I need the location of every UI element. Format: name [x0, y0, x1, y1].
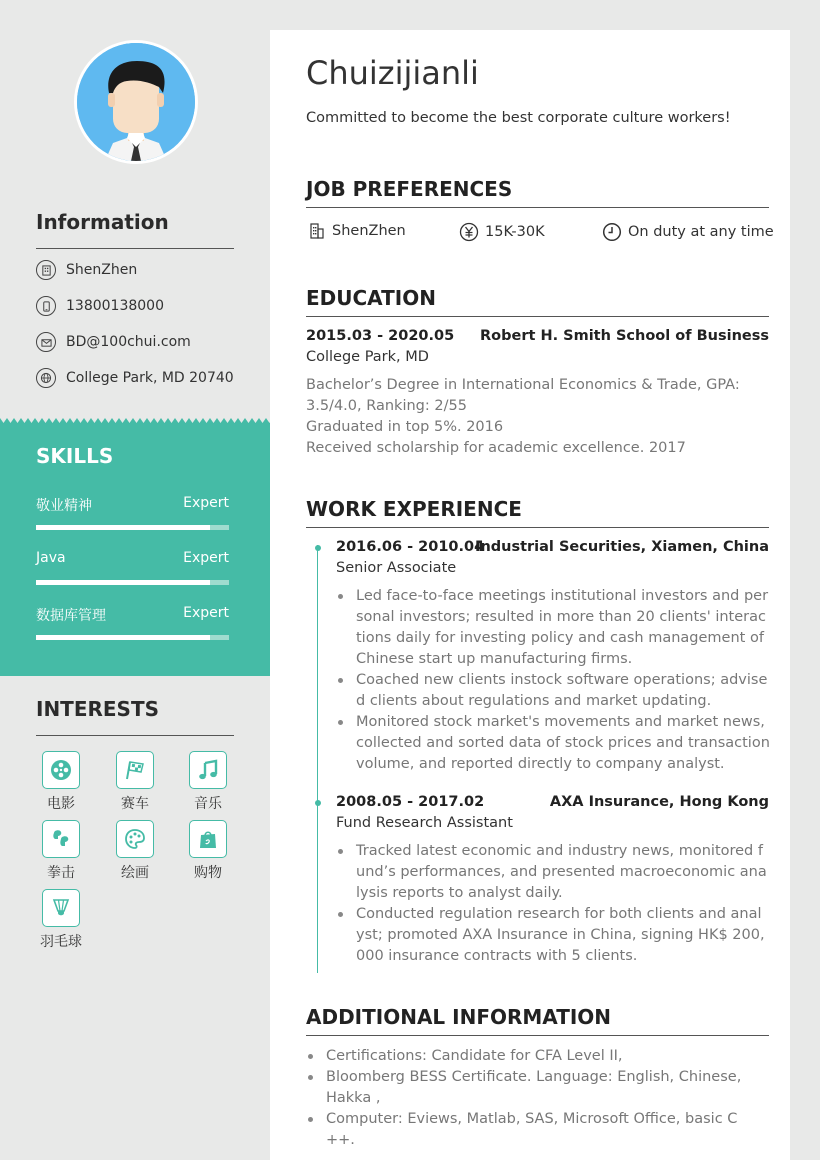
job-salary-text: 15K-30K: [485, 224, 545, 240]
skill-item: [36, 605, 229, 625]
skill-level: Expert: [183, 550, 229, 566]
list-item: Tracked latest economic and industry news, monitored fund’s performances, and presented macroeconomic analysis reports to analyst daily.: [336, 841, 770, 904]
interests-divider: [36, 735, 234, 736]
music-note-icon: [189, 751, 227, 789]
interest-item-painting: [105, 820, 165, 882]
skill-bar-fill: [36, 580, 210, 585]
list-item: Monitored stock market's movements and market news, collected and sorted data of stock prices and transaction volume, and reported directly to company analyst.: [336, 712, 770, 775]
skill-name: 敬业精神: [36, 498, 92, 514]
work-company: Industrial Securities, Xiamen, China: [475, 539, 769, 555]
skill-bar: [36, 635, 229, 640]
job-availability-text: On duty at any time: [628, 224, 774, 240]
work-bullets: [336, 586, 770, 775]
additional-info-title: ADDITIONAL INFORMATION: [306, 1005, 612, 1029]
info-phone-text: 13800138000: [66, 298, 164, 314]
work-role: Fund Research Assistant: [336, 815, 513, 831]
interest-label: 羽毛球: [40, 934, 82, 950]
work-role: Senior Associate: [336, 560, 457, 576]
work-experience-divider: [306, 527, 769, 528]
info-item-location: [36, 259, 137, 281]
timeline-line: [317, 545, 318, 973]
work-bullets: [336, 841, 770, 967]
interest-item-boxing: [31, 820, 91, 882]
skill-level: Expert: [183, 605, 229, 621]
skills-section: [0, 418, 270, 676]
timeline-dot: [315, 800, 321, 806]
education-period: 2015.03 - 2020.05: [306, 328, 455, 344]
timeline-dot: [315, 545, 321, 551]
interest-item-music: [178, 751, 238, 813]
skills-section-title: SKILLS: [36, 444, 114, 468]
additional-info-divider: [306, 1035, 769, 1036]
work-period: 2016.06 - 2010.04: [336, 539, 485, 555]
candidate-name: Chuizijianli: [306, 54, 479, 92]
job-salary: [459, 222, 545, 242]
job-preferences-title: JOB PREFERENCES: [306, 177, 513, 201]
education-title: EDUCATION: [306, 286, 436, 310]
interest-label: 赛车: [121, 796, 149, 812]
interest-label: 购物: [194, 865, 222, 881]
list-item: Bloomberg BESS Certificate. Language: English, Chinese, Hakka ,: [306, 1067, 746, 1109]
interest-item-movies: [31, 751, 91, 813]
skill-bar-fill: [36, 635, 210, 640]
education-detail-line: Graduated in top 5%. 2016: [306, 419, 504, 435]
interest-item-badminton: [31, 889, 91, 951]
interest-item-shopping: [178, 820, 238, 882]
skill-bar: [36, 525, 229, 530]
building-icon: [308, 222, 326, 240]
education-detail-line: Received scholarship for academic excellence. 2017: [306, 440, 686, 456]
interest-label: 拳击: [47, 865, 75, 881]
racing-flag-icon: [116, 751, 154, 789]
education-school: Robert H. Smith School of Business: [479, 328, 769, 344]
interest-item-racing: [105, 751, 165, 813]
additional-info-bullets: [306, 1046, 746, 1151]
candidate-motto: Committed to become the best corporate culture workers!: [306, 110, 731, 126]
work-period: 2008.05 - 2017.02: [336, 794, 485, 810]
info-email-text: BD@100chui.com: [66, 334, 191, 350]
info-section-title: Information: [36, 210, 169, 234]
resume-main: [270, 30, 790, 1160]
list-item: Coached new clients instock software operations; advised clients about regulations and market updating.: [336, 670, 770, 712]
mail-icon: [36, 332, 56, 352]
job-location-text: ShenZhen: [332, 223, 406, 239]
globe-icon: [36, 368, 56, 388]
palette-icon: [116, 820, 154, 858]
shuttlecock-icon: [42, 889, 80, 927]
film-reel-icon: [42, 751, 80, 789]
avatar: [74, 40, 198, 164]
info-item-address: [36, 367, 234, 389]
work-experience-title: WORK EXPERIENCE: [306, 497, 522, 521]
skill-name: Java: [36, 550, 66, 566]
job-location: [308, 222, 406, 240]
interest-label: 电影: [47, 796, 75, 812]
education-detail-line: Bachelor’s Degree in International Economics & Trade, GPA: 3.5/4.0, Ranking: 2/55: [306, 377, 740, 414]
shopping-bag-icon: [189, 820, 227, 858]
job-availability: [602, 222, 774, 242]
list-item: Computer: Eviews, Matlab, SAS, Microsoft Office, basic C++.: [306, 1109, 746, 1151]
clock-icon: [602, 222, 622, 242]
skill-bar: [36, 580, 229, 585]
info-item-phone: [36, 295, 164, 317]
education-divider: [306, 316, 769, 317]
info-divider: [36, 248, 234, 249]
interest-label: 音乐: [194, 796, 222, 812]
skill-level: Expert: [183, 495, 229, 511]
skill-bar-fill: [36, 525, 210, 530]
work-company: AXA Insurance, Hong Kong: [549, 794, 769, 810]
interests-section-title: INTERESTS: [36, 697, 159, 721]
job-preferences-divider: [306, 207, 769, 208]
info-location-text: ShenZhen: [66, 262, 138, 278]
building-icon: [36, 260, 56, 280]
list-item: Certifications: Candidate for CFA Level II,: [306, 1046, 746, 1067]
education-details: [306, 375, 746, 459]
info-address-text: College Park, MD 20740: [66, 370, 234, 386]
skill-item: [36, 495, 229, 515]
list-item: Led face-to-face meetings institutional investors and personal investors; resulted in more than 20 clients' interactions daily for investing policy and cash management of Chinese start up manufacturing firms.: [336, 586, 770, 670]
person-avatar-icon: [77, 43, 195, 161]
education-location: College Park, MD: [306, 349, 429, 365]
boxing-glove-icon: [42, 820, 80, 858]
interest-label: 绘画: [121, 865, 149, 881]
zigzag-divider: [0, 418, 270, 424]
skill-item: [36, 550, 229, 566]
phone-icon: [36, 296, 56, 316]
list-item: Conducted regulation research for both clients and analyst; promoted AXA Insurance in China, signing HK$ 200,000 insurance contracts with 5 clients.: [336, 904, 770, 967]
sidebar: [0, 0, 270, 1160]
info-item-email: [36, 331, 191, 353]
yuan-coin-icon: [459, 222, 479, 242]
skill-name: 数据库管理: [36, 608, 106, 624]
